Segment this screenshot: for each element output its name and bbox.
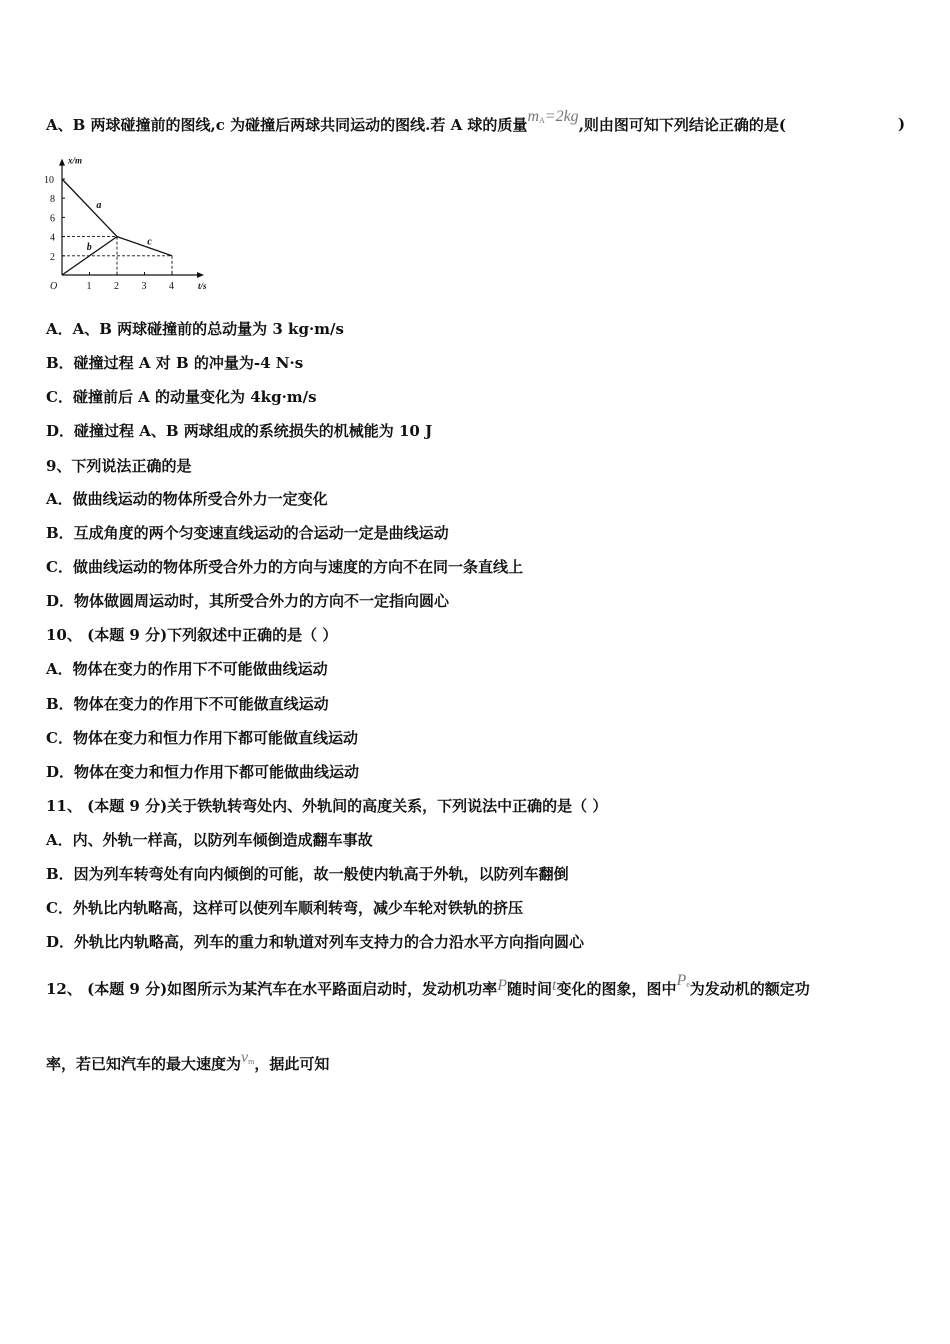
max-speed-symbol: $v_m$ xyxy=(241,1049,255,1066)
y-axis-arrow xyxy=(59,159,65,166)
q12-stem-part3: 变化的图象，图中 xyxy=(556,980,677,998)
x-tick-label: 2 xyxy=(114,281,119,292)
q9-option-a: A．做曲线运动的物体所受合外力一定变化 xyxy=(46,490,328,508)
x-tick-label: 3 xyxy=(141,281,147,292)
q9-option-c: C．做曲线运动的物体所受合外力的方向与速度的方向不在同一条直线上 xyxy=(46,558,523,576)
q10-option-a: A．物体在变力的作用下不可能做曲线运动 xyxy=(46,660,328,678)
q11-option-d: D．外轨比内轨略高，列车的重力和轨道对列车支持力的合力沿水平方向指向圆心 xyxy=(46,933,585,951)
q12-stem-part1: 12、 (本题 9 分)如图所示为某汽车在水平路面启动时，发动机功率 xyxy=(46,980,498,998)
q11-option-a: A．内、外轨一样高，以防列车倾倒造成翻车事故 xyxy=(46,831,373,849)
y-tick-label: 6 xyxy=(50,213,55,225)
q9-option-b: B．互成角度的两个匀变速直线运动的合运动一定是曲线运动 xyxy=(46,524,449,542)
q11-option-c: C．外轨比内轨略高，这样可以使列车顺利转弯，减少车轮对铁轨的挤压 xyxy=(46,899,523,917)
q8-stem-suffix: ,则由图可知下列结论正确的是( xyxy=(578,116,787,134)
series-label-c: c xyxy=(147,236,152,248)
x-tick-label: 4 xyxy=(169,281,174,292)
q8-close-paren: ) xyxy=(898,115,906,133)
mass-formula: $m_A=2kg$ xyxy=(527,108,579,125)
q12-line2-part1: 率，若已知汽车的最大速度为 xyxy=(46,1055,242,1073)
q10-option-d: D．物体在变力和恒力作用下都可能做曲线运动 xyxy=(46,763,360,781)
q12-stem xyxy=(46,972,810,1004)
q10-option-c: C．物体在变力和恒力作用下都可能做直线运动 xyxy=(46,729,358,747)
time-symbol: t xyxy=(551,977,557,994)
series-line-a xyxy=(62,179,117,237)
y-tick-label: 2 xyxy=(50,251,55,263)
y-tick-label: 4 xyxy=(50,232,55,244)
q8-option-d: D．碰撞过程 A、B 两球组成的系统损失的机械能为 10 J xyxy=(46,422,433,440)
q10-option-b: B．物体在变力的作用下不可能做直线运动 xyxy=(46,695,329,713)
q9-option-d: D．物体做圆周运动时，其所受合外力的方向不一定指向圆心 xyxy=(46,592,450,610)
q8-option-a: A．A、B 两球碰撞前的总动量为 3 kg·m/s xyxy=(46,320,344,338)
q8-stem xyxy=(46,108,787,140)
q12-stem-line2 xyxy=(46,1049,330,1079)
q8-stem-prefix: A、B 两球碰撞前的图线,c 为碰撞后两球共同运动的图线.若 A 球的质量 xyxy=(46,116,528,134)
q12-line2-part2: ，据此可知 xyxy=(254,1055,330,1073)
q11-option-b: B．因为列车转弯处有向内倾倒的可能，故一般使内轨高于外轨，以防列车翻倒 xyxy=(46,865,569,883)
power-symbol: P xyxy=(497,977,507,994)
q9-stem: 9、下列说法正确的是 xyxy=(46,457,192,475)
q8-option-c: C．碰撞前后 A 的动量变化为 4kg·m/s xyxy=(46,388,317,406)
x-axis-arrow xyxy=(197,272,204,278)
y-axis-label: x/m xyxy=(68,155,83,166)
y-tick-label: 10 xyxy=(44,175,54,186)
q12-stem-part2: 随时间 xyxy=(506,980,552,998)
x-axis-label: t/s xyxy=(198,281,207,291)
series-label-a: a xyxy=(96,199,102,211)
y-tick-label: 8 xyxy=(50,194,55,206)
q10-stem: 10、 (本题 9 分)下列叙述中正确的是（ ） xyxy=(46,626,338,644)
rated-power-symbol: $P_e$ xyxy=(676,972,690,989)
series-label-b: b xyxy=(86,242,92,254)
origin-label: O xyxy=(50,281,58,292)
x-t-chart xyxy=(40,152,210,297)
series-line-c xyxy=(117,237,172,256)
q12-stem-part4: 为发动机的额定功 xyxy=(689,980,810,998)
x-tick-label: 1 xyxy=(86,281,92,292)
q8-option-b: B．碰撞过程 A 对 B 的冲量为-4 N·s xyxy=(46,354,304,372)
q11-stem: 11、 (本题 9 分)关于铁轨转弯处内、外轨间的高度关系，下列说法中正确的是（ ） xyxy=(46,797,608,815)
